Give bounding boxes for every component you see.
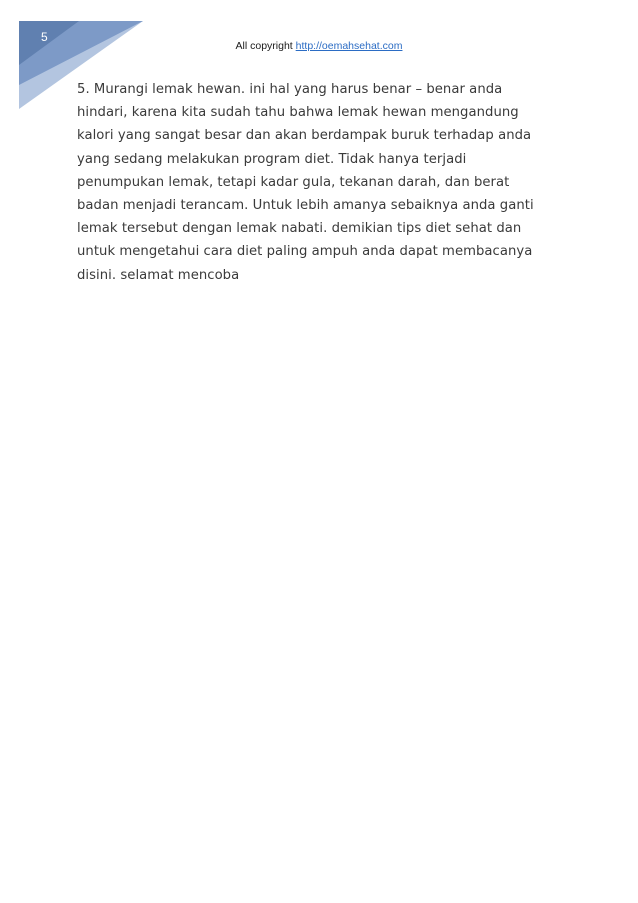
paragraph-line: penumpukan lemak, tetapi kadar gula, tekanan darah, dan berat [77,174,510,190]
paragraph-line: badan menjadi terancam. Untuk lebih amanya sebaiknya anda ganti [77,198,534,214]
body-paragraph [77,78,547,287]
page-number: 5 [41,30,48,44]
website-link[interactable]: http://oemahsehat.com [295,40,403,52]
paragraph-line: kalori yang sangat besar dan akan berdampak buruk terhadap anda [77,128,532,144]
paragraph-line: untuk mengetahui cara diet paling ampuh anda dapat membacanya [77,244,533,260]
paragraph-line: yang sedang melakukan program diet. Tidak hanya terjadi [77,151,467,167]
paragraph-line: 5. Murangi lemak hewan. ini hal yang harus benar – benar anda [77,82,503,97]
paragraph-line: lemak tersebut dengan lemak nabati. demikian tips diet sehat dan [77,221,522,237]
paragraph-line: hindari, karena kita sudah tahu bahwa lemak hewan mengandung [77,105,519,121]
paragraph-line: disini. selamat mencoba [77,267,240,283]
copyright-text: All copyright [235,40,293,52]
page-header [0,40,638,53]
